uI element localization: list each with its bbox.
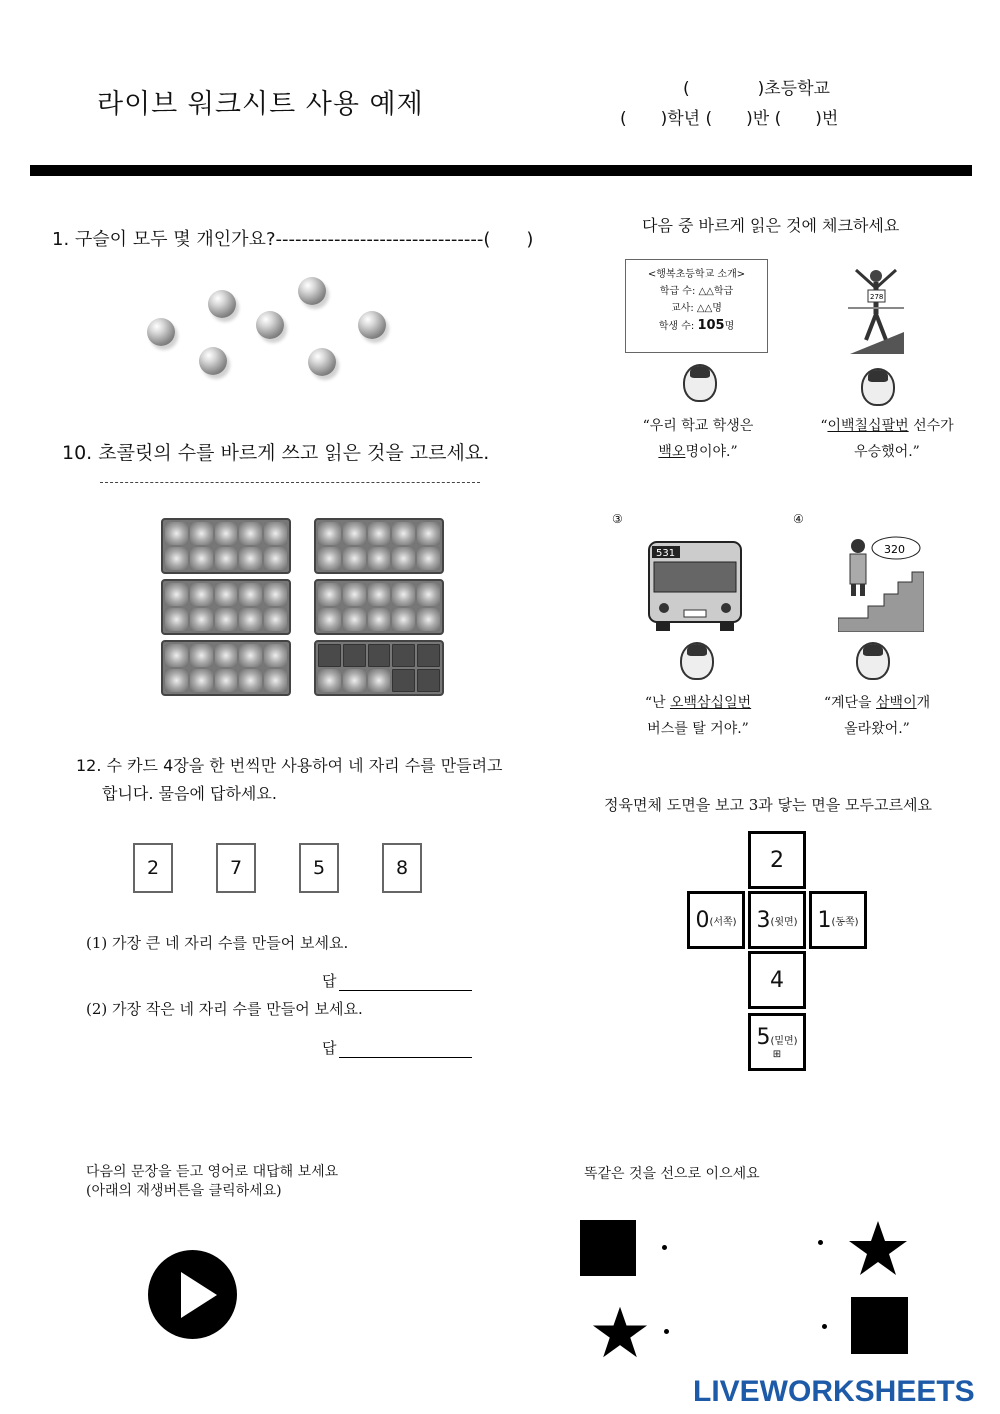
- marble: [308, 348, 336, 376]
- matching-heading: 똑같은 것을 선으로 이으세요: [584, 1166, 760, 1182]
- stairs-number: 320: [884, 543, 905, 556]
- number-card: 8: [382, 843, 422, 893]
- question-10: 10. 초콜릿의 수를 바르게 쓰고 읽은 것을 고르세요.: [62, 442, 490, 464]
- stairs-illustration: [838, 536, 924, 632]
- question-12: [76, 752, 503, 808]
- marble: [208, 290, 236, 318]
- listening-instructions: [86, 1163, 338, 1201]
- chocolate-tray: [161, 579, 291, 635]
- runner-number: 278: [870, 293, 884, 301]
- quote-4: “계단을 삼백이개 올라왔어.”: [823, 695, 931, 737]
- quote-3: “난 오백삼십일번 버스를 탈 거야.”: [644, 695, 752, 737]
- answer-row-1: [322, 970, 472, 991]
- cube-face-4[interactable]: 4: [748, 951, 806, 1009]
- play-button[interactable]: [148, 1250, 237, 1339]
- bus-illustration: [646, 540, 744, 632]
- cube-face-0[interactable]: 0 (서쪽): [687, 891, 745, 949]
- info-line-teachers: 교사: △△명: [671, 303, 722, 314]
- liveworksheets-logo: LIVEWORKSHEETS: [693, 1375, 975, 1408]
- sub-question-2: (2) 가장 작은 네 자리 수를 만들어 보세요.: [86, 1000, 363, 1018]
- answer-label: 답: [322, 1039, 337, 1057]
- info-title: <행복초등학교 소개>: [647, 269, 746, 280]
- answer-dashed-line: [100, 482, 480, 483]
- info-line-students: 학생 수: 105명: [658, 318, 735, 333]
- star-shape-left: [592, 1305, 648, 1359]
- option-4-label: ④: [793, 512, 804, 526]
- quote-1: “우리 학교 학생은 백오명이야.”: [642, 418, 754, 460]
- quote-2: “이백칠십팔번 선수가 우승했어.”: [820, 418, 954, 460]
- school-info-box: [625, 259, 768, 353]
- marble: [147, 318, 175, 346]
- star-shape-right: [848, 1220, 908, 1276]
- grid-mark-icon: ⊞: [772, 1048, 782, 1060]
- worksheet-title: 라이브 워크시트 사용 예제: [97, 89, 424, 120]
- answer-input-1[interactable]: [339, 975, 472, 991]
- answer-row-2: [322, 1037, 472, 1058]
- number-card: 5: [299, 843, 339, 893]
- answer-label: 답: [322, 972, 337, 990]
- option-3-label: ③: [612, 512, 623, 526]
- question-12-line1: 12. 수 카드 4장을 한 번씩만 사용하여 네 자리 수를 만들려고: [76, 756, 503, 775]
- boy-face-icon: [861, 368, 895, 406]
- question-1: 1. 구슬이 모두 몇 개인가요?--------------------------------( ): [52, 229, 534, 250]
- marble: [199, 347, 227, 375]
- number-card: 7: [216, 843, 256, 893]
- cube-face-5[interactable]: 5(밑면) ⊞: [748, 1013, 806, 1071]
- school-field: ( )초등학교: [683, 79, 830, 99]
- listening-line2: (아래의 재생버튼을 클릭하세요): [86, 1183, 282, 1199]
- chocolate-tray: [314, 518, 444, 574]
- cube-heading: 정육면체 도면을 보고 3과 닿는 면을 모두고르세요: [604, 796, 932, 814]
- info-line-classes: 학급 수: △△학급: [659, 286, 734, 297]
- boy-face-icon: [680, 642, 714, 680]
- chocolate-tray: [314, 579, 444, 635]
- square-shape-right: [851, 1297, 908, 1354]
- header-divider: [30, 165, 972, 176]
- girl-face-icon: [856, 642, 890, 680]
- square-shape-left: [580, 1220, 636, 1276]
- match-dot-left-2[interactable]: [664, 1329, 669, 1334]
- answer-input-2[interactable]: [339, 1042, 472, 1058]
- match-dot-left-1[interactable]: [662, 1245, 667, 1250]
- reading-heading: 다음 중 바르게 읽은 것에 체크하세요: [642, 216, 900, 235]
- grade-class-number-field: ( )학년 ( )반 ( )번: [620, 109, 839, 129]
- cube-face-2[interactable]: 2: [748, 831, 806, 889]
- chocolate-tray: [161, 518, 291, 574]
- sub-question-1: (1) 가장 큰 네 자리 수를 만들어 보세요.: [86, 934, 349, 952]
- listening-line1: 다음의 문장을 듣고 영어로 대답해 보세요: [86, 1164, 339, 1180]
- cube-face-1[interactable]: 1 (동쪽): [809, 891, 867, 949]
- match-dot-right-2[interactable]: [822, 1324, 827, 1329]
- question-12-line2: 합니다. 물음에 답하세요.: [102, 784, 277, 803]
- marble: [358, 311, 386, 339]
- chocolate-tray-partial: [314, 640, 444, 696]
- girl-face-icon: [683, 364, 717, 402]
- match-dot-right-1[interactable]: [818, 1240, 823, 1245]
- marble: [298, 277, 326, 305]
- number-card: 2: [133, 843, 173, 893]
- marble: [256, 311, 284, 339]
- chocolate-tray: [161, 640, 291, 696]
- runner-illustration: [846, 262, 906, 355]
- bus-number: 531: [656, 548, 676, 559]
- cube-face-3[interactable]: 3 (윗면): [748, 891, 806, 949]
